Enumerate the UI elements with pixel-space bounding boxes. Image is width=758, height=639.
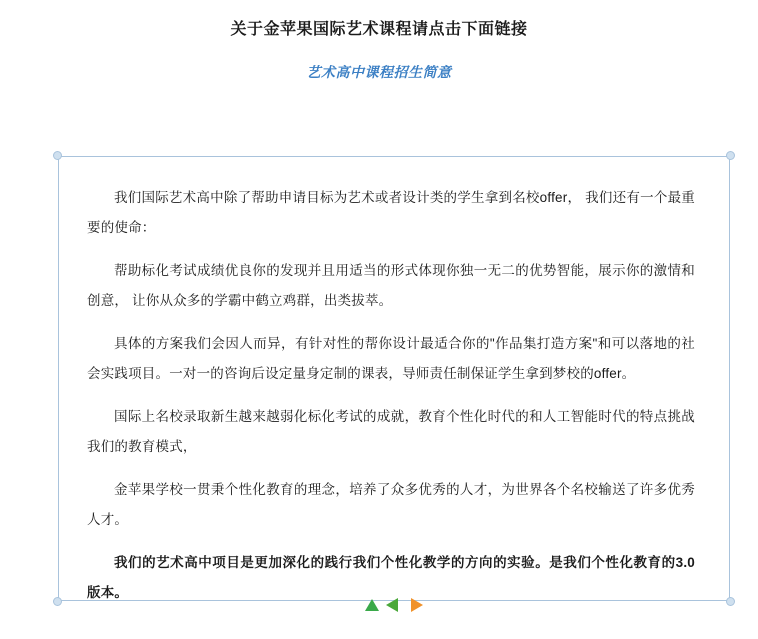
arrow-up-icon[interactable] bbox=[365, 599, 379, 611]
page-title: 关于金苹果国际艺术课程请点击下面链接 bbox=[230, 21, 528, 38]
paragraph: 帮助标化考试成绩优良你的发现并且用适当的形式体现你独一无二的优势智能，展示你的激情和创意， 让你从众多的学霸中鹤立鸡群，出类拔萃。 bbox=[87, 263, 695, 308]
frame-handle-top-right[interactable] bbox=[726, 151, 735, 160]
document-page bbox=[0, 19, 758, 639]
paragraph: 金苹果学校一贯秉个性化教育的理念，培养了众多优秀的人才，为世界各个名校输送了许多优秀人才。 bbox=[87, 482, 695, 527]
arrow-right-icon[interactable] bbox=[411, 598, 423, 612]
footer-arrow-group bbox=[58, 598, 730, 612]
paragraph: 我们的艺术高中项目是更加深化的践行我们个性化教学的方向的实验。是我们个性化教育的3.0 版本。 bbox=[87, 555, 695, 600]
paragraph: 具体的方案我们会因人而异，有针对性的帮你设计最适合你的"作品集打造方案"和可以落地的社会实践项目。一对一的咨询后设定量身定制的课表，导师责任制保证学生拿到梦校的offer。 bbox=[87, 336, 695, 381]
article-body bbox=[87, 183, 695, 608]
arrow-left-icon[interactable] bbox=[386, 598, 398, 612]
page-subtitle[interactable]: 艺术高中课程招生简意 bbox=[306, 64, 452, 80]
content-frame bbox=[58, 156, 730, 601]
paragraph: 国际上名校录取新生越来越弱化标化考试的成就，教育个性化时代的和人工智能时代的特点挑战我们的教育模式， bbox=[87, 409, 695, 454]
frame-handle-top-left[interactable] bbox=[53, 151, 62, 160]
paragraph: 我们国际艺术高中除了帮助申请目标为艺术或者设计类的学生拿到名校offer， 我们还有一个最重要的使命： bbox=[87, 190, 695, 235]
